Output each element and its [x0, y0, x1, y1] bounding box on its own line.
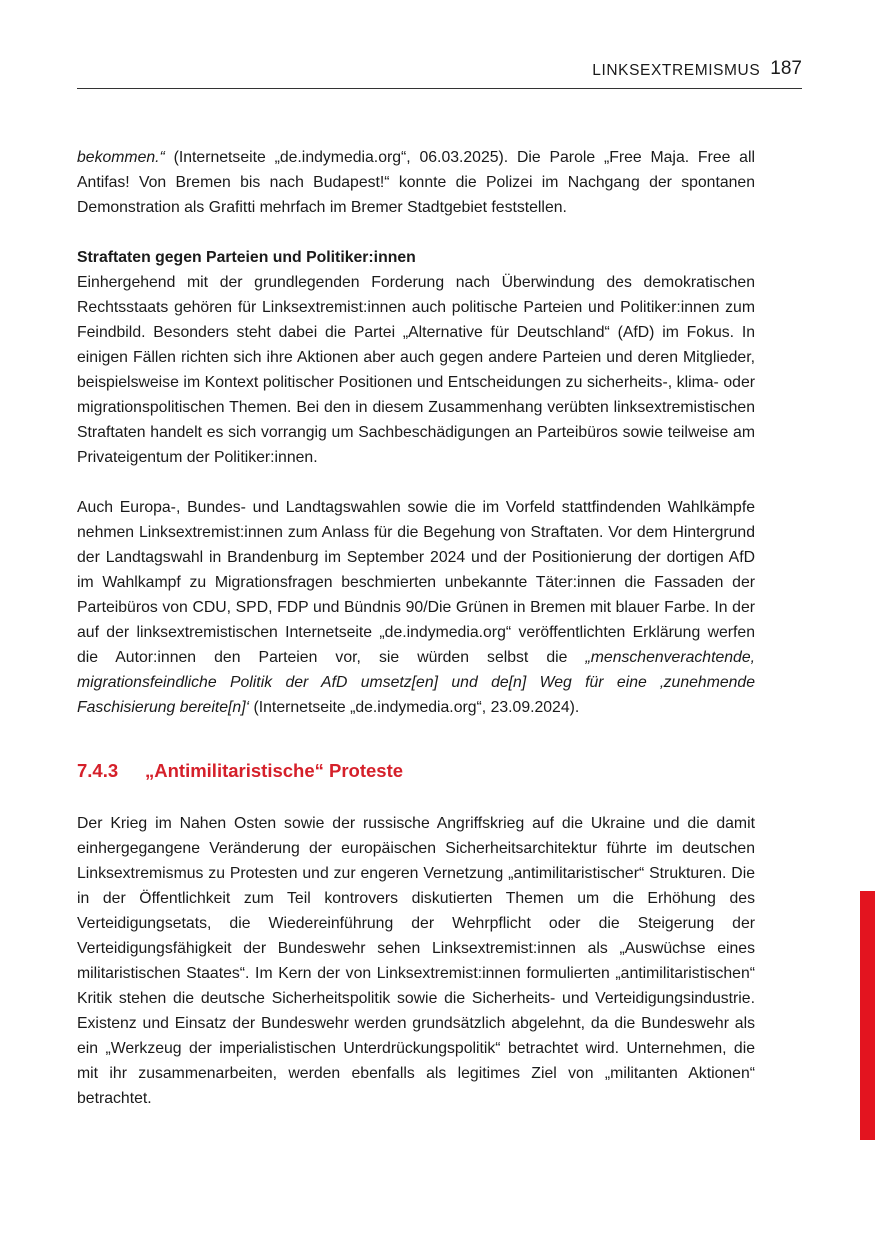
chapter-side-tab [860, 891, 875, 1140]
subheading-parties: Straftaten gegen Parteien und Politiker:innen [77, 249, 416, 266]
section-heading-743 [77, 759, 755, 783]
page-header [77, 54, 802, 89]
parties-paragraph-2-quote: „menschenverachtende, migrationsfeindliche Politik der AfD umsetz[en] und de[n] Weg für eine ‚zunehmende Faschisierung bereite[n]‘ [77, 649, 755, 716]
parties-paragraph-2-start: Auch Europa-, Bundes- und Landtagswahlen sowie die im Vorfeld stattfindenden Wahlkämpfe nehmen Linksextremist:innen zum Anlass für die Begehung von Straftaten. Vor dem Hintergrund der Landtagswahl in Brandenburg im September 2024 und der Positionierung der dortigen AfD im Wahlkampf zu Migrationsfragen beschmierten unbekannte Täter:innen die Fassaden der Parteibüros von CDU, SPD, FDP und Bündnis 90/Die Grünen in Bremen mit blauer Farbe. In der auf der linksextremistischen Internetseite „de.indymedia.org“ veröffentlichten Erklärung werfen die Autor:innen den Parteien vor, sie würden selbst die [77, 499, 755, 666]
intro-paragraph [77, 145, 755, 220]
antimilitarism-paragraph: Der Krieg im Nahen Osten sowie der russische Angriffskrieg auf die Ukraine und die damit einhergegangene Veränderung der europäischen Sicherheitsarchitektur führte im deutschen Linksextremismus zu Protesten und zur engeren Vernetzung „antimilitaristischer“ Strukturen. Die in der Öffentlichkeit zum Teil kontrovers diskutierten Themen um die Erhöhung des Verteidigungsetats, die Wiedereinführung der Wehrpflicht oder die Steigerung der Verteidigungsfähigkeit der Bundeswehr sehen Linksextremist:innen als „Auswüchse eines militaristischen Staates“. Im Kern der von Linksextremist:innen formulierten „antimilitaristischen“ Kritik stehen die deutsche Sicherheitspolitik sowie die Sicherheits- und Verteidigungsindustrie. Existenz und Einsatz der Bundeswehr werden grundsätzlich abgelehnt, da die Bundeswehr als ein „Werkzeug der imperialistischen Unterdrückungspolitik“ betrachtet wird. Unternehmen, die mit ihr zusammenarbeiten, werden ebenfalls als legitimes Ziel von „militanten Aktionen“ betrachtet. [77, 815, 755, 1107]
section-number: 7.4.3 [77, 760, 119, 781]
running-title: LINKSEXTREMISMUS [592, 62, 761, 79]
page-body [77, 145, 755, 1136]
parties-paragraph-2-end: (Internetseite „de.indymedia.org“, 23.09.2024). [249, 699, 580, 716]
parties-paragraph-2 [77, 495, 755, 720]
parties-paragraph-1: Einhergehend mit der grundlegenden Forderung nach Überwindung des demokratischen Rechtsstaats gehören für Linksextremist:innen auch politische Parteien und Politiker:innen zum Feindbild. Besonders steht dabei die Partei „Alternative für Deutschland“ (AfD) im Fokus. In einigen Fällen richten sich ihre Aktionen aber auch gegen andere Parteien und deren Mitglieder, beispielsweise im Kontext politischer Positionen und Entscheidungen zu sicherheits-, klima- oder migrationspolitischen Themen. Bei den in diesem Zusammenhang verübten linksextremistischen Straftaten handelt es sich vorrangig um Sachbeschädigungen an Parteibüros sowie teilweise am Privateigentum der Politiker:innen. [77, 274, 755, 466]
intro-text: (Internetseite „de.indymedia.org“, 06.03.2025). Die Parole „Free Maja. Free all Antifas! Von Bremen bis nach Budapest!“ konnte die Polizei im Nachgang der spontanen Demonstration als Grafitti mehrfach im Bremer Stadtgebiet feststellen. [77, 149, 755, 216]
page-number: 187 [770, 58, 802, 79]
intro-quote-end: bekommen.“ [77, 149, 165, 166]
section-title: „Antimilitaristische“ Proteste [145, 760, 404, 781]
